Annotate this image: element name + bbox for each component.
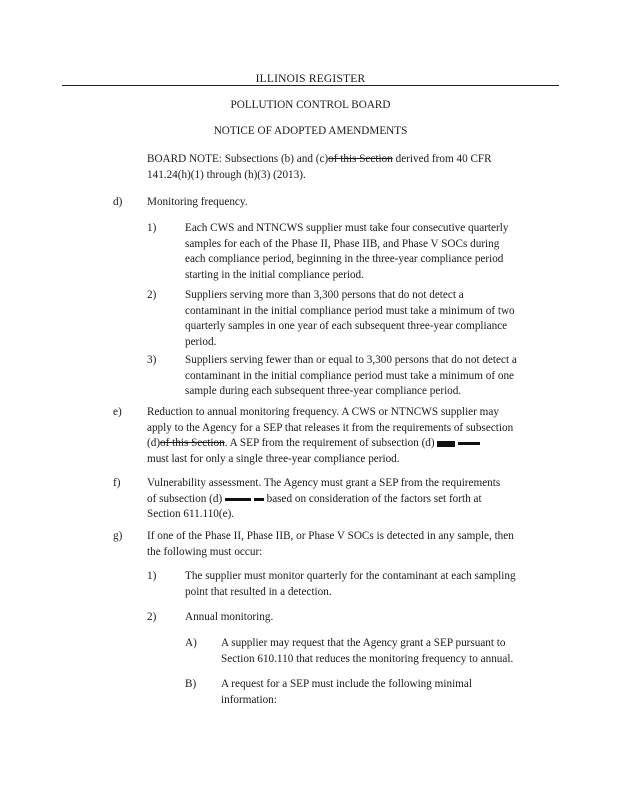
f-line: Vulnerability assessment. The Agency must grant a SEP from the requirements: [147, 477, 501, 489]
e-line3-prefix: (d): [147, 437, 161, 450]
d2-line: contaminant in the initial compliance period must take a minimum of two: [185, 304, 515, 317]
e-line: [147, 436, 557, 452]
redaction-mark: [437, 441, 455, 447]
e-line: must last for only a single three-year compliance period.: [147, 452, 400, 465]
g2a-label: A): [185, 637, 197, 649]
subsection-e-text: [147, 405, 557, 467]
f-line: Section 611.110(e).: [147, 508, 235, 521]
d2-line: period.: [185, 335, 217, 348]
g2-label: 2): [147, 611, 157, 623]
g2a-line: A supplier may request that the Agency grant a SEP pursuant to: [221, 637, 506, 649]
notice-title: NOTICE OF ADOPTED AMENDMENTS: [213, 125, 408, 137]
redaction-mark: [225, 498, 251, 501]
e-line: apply to the Agency for a SEP that releases it from the requirements of subsection: [147, 421, 514, 434]
redaction-mark: [254, 498, 264, 501]
d2-line: quarterly samples in one year of each subsequent three-year compliance: [185, 320, 508, 333]
d2-label: 2): [147, 289, 157, 301]
d1-label: 1): [147, 222, 157, 234]
g2b-label: B): [185, 678, 197, 690]
board-note-line1: [147, 152, 557, 168]
e-line: Reduction to annual monitoring frequency. A CWS or NTNCWS supplier may: [147, 406, 499, 418]
register-title: ILLINOIS REGISTER: [255, 73, 366, 85]
board-note-suffix: derived from 40 CFR: [392, 153, 492, 165]
f-line2-suffix: based on consideration of the factors set forth at: [266, 492, 482, 505]
d1-line: Each CWS and NTNCWS supplier must take four consecutive quarterly: [185, 222, 509, 234]
board-note: [147, 152, 557, 183]
f-line: [147, 492, 557, 508]
g2-heading: Annual monitoring.: [185, 611, 274, 623]
d2-text: [185, 288, 565, 350]
subsection-g-label: g): [113, 530, 123, 542]
subsection-g-text: [147, 529, 557, 560]
subsection-f-text: [147, 476, 557, 523]
board-note-struck: of this Section: [328, 153, 393, 165]
d2-line: Suppliers serving more than 3,300 persons that do not detect a: [185, 289, 464, 301]
d1-text: [185, 221, 565, 283]
redaction-mark: [458, 442, 480, 445]
g2b-line: information:: [221, 693, 277, 706]
subsection-e-label: e): [113, 406, 122, 418]
d3-line: contaminant in the initial compliance period must take a minimum of one: [185, 369, 515, 382]
g2b-line: A request for a SEP must include the following minimal: [221, 678, 472, 690]
g2b-text: [221, 677, 561, 708]
g1-line: The supplier must monitor quarterly for the contaminant at each sampling: [185, 570, 516, 582]
board-title: POLLUTION CONTROL BOARD: [230, 99, 391, 111]
d3-label: 3): [147, 354, 157, 366]
e-line3-struck: of this Section: [160, 437, 225, 450]
board-note-line2: 141.24(h)(1) through (h)(3) (2013).: [147, 168, 306, 181]
g2a-line: Section 610.110 that reduces the monitoring frequency to annual.: [221, 652, 514, 665]
g1-text: [185, 569, 565, 600]
g-line: If one of the Phase II, Phase IIB, or Phase V SOCs is detected in any sample, then: [147, 530, 514, 542]
f-line2-prefix: of subsection (d): [147, 492, 223, 505]
d3-line: Suppliers serving fewer than or equal to 3,300 persons that do not detect a: [185, 354, 517, 366]
g1-label: 1): [147, 570, 157, 582]
subsection-d-heading: Monitoring frequency.: [147, 196, 248, 208]
board-note-prefix: BOARD NOTE: Subsections (b) and (c): [147, 153, 329, 165]
d1-line: starting in the initial compliance period.: [185, 268, 364, 281]
header-rule: [62, 85, 559, 86]
g1-line: point that resulted in a detection.: [185, 585, 332, 598]
g2a-text: [221, 636, 561, 667]
g-line: the following must occur:: [147, 545, 263, 558]
d1-line: samples for each of the Phase II, Phase IIB, and Phase V SOCs during: [185, 237, 500, 250]
d3-line: sample during each subsequent three-year compliance period.: [185, 385, 462, 398]
e-line3-suffix: . A SEP from the requirement of subsection (d): [224, 437, 435, 450]
d1-line: each compliance period, beginning in the three-year compliance period: [185, 253, 504, 266]
d3-text: [185, 353, 565, 400]
subsection-f-label: f): [113, 477, 121, 489]
subsection-d-label: d): [113, 196, 123, 208]
